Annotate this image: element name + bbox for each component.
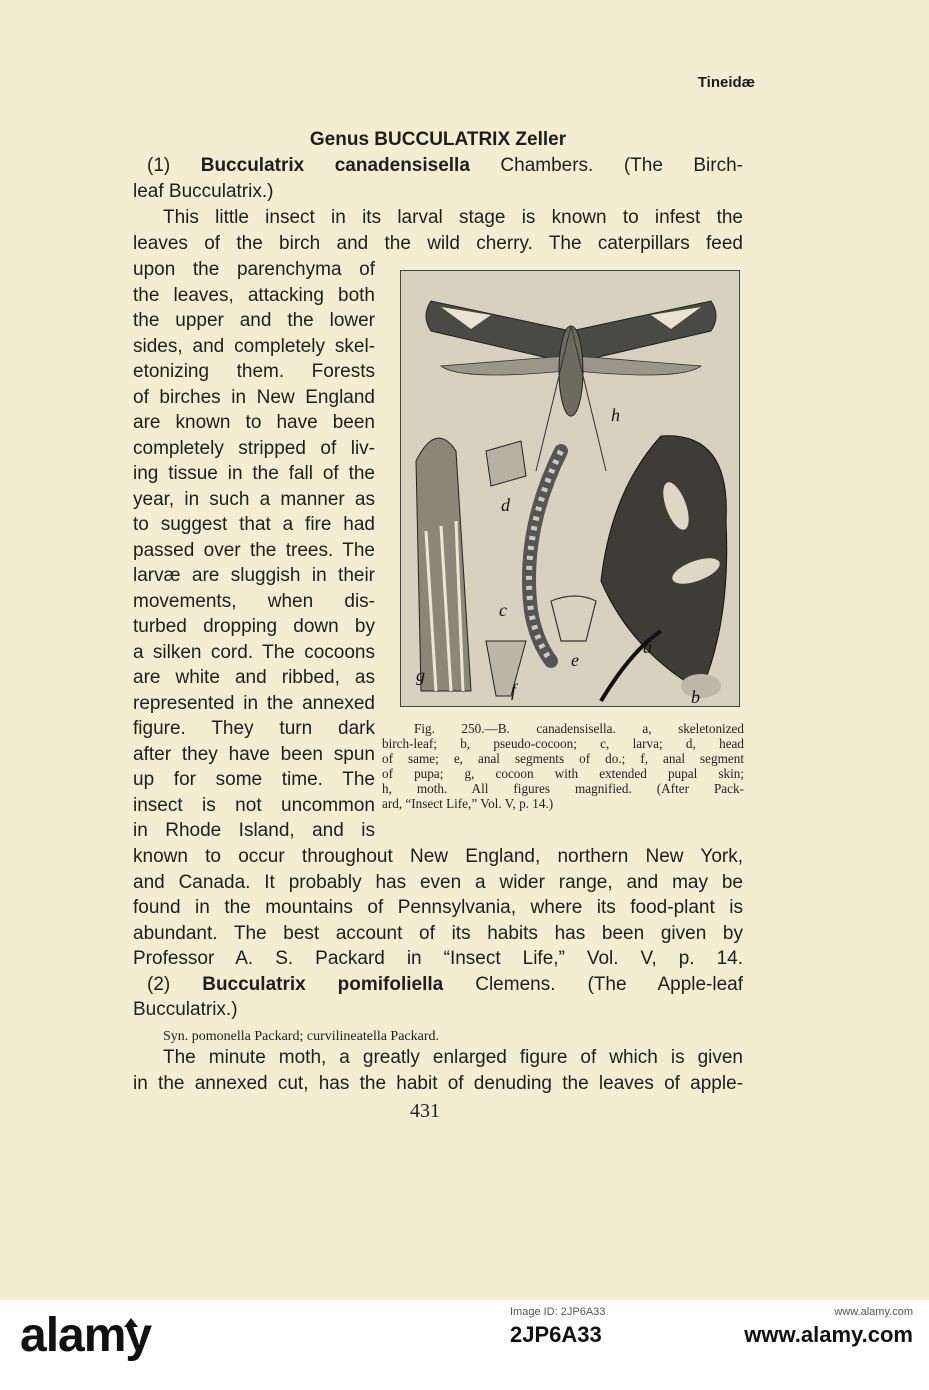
body-line: Professor A. S. Packard in “Insect Life,” Vol. V, p. 14. bbox=[133, 948, 743, 969]
body-line: the leaves, attacking both bbox=[133, 285, 375, 306]
species1-common-open: (The Birch- bbox=[623, 155, 744, 176]
page-number: 431 bbox=[410, 1100, 440, 1122]
image-id-label: Image ID: 2JP6A33 bbox=[510, 1306, 606, 1318]
body-line: figure. They turn dark bbox=[133, 718, 375, 739]
body-line: abundant. The best account of its habits has been given by bbox=[133, 923, 743, 944]
figure-label: c bbox=[499, 600, 507, 620]
body-line: to suggest that a fire had bbox=[133, 514, 375, 535]
body-line: ing tissue in the fall of the bbox=[133, 463, 375, 484]
body-line: passed over the trees. The bbox=[133, 540, 375, 561]
body-line: a silken cord. The cocoons bbox=[133, 642, 375, 663]
species1-number: (1) bbox=[147, 155, 171, 176]
site-url: www.alamy.com bbox=[744, 1322, 913, 1347]
moth-illustration-icon bbox=[401, 271, 741, 708]
body-line: The minute moth, a greatly enlarged figure of which is given bbox=[163, 1047, 743, 1068]
body-line: are known to have been bbox=[133, 412, 375, 433]
body-line: in Rhode Island, and is bbox=[133, 820, 375, 841]
synonym-line: Syn. pomonella Packard; curvilineatella Packard. bbox=[163, 1029, 440, 1044]
figure-label: d bbox=[501, 495, 510, 515]
species2-name: Bucculatrix pomifoliella bbox=[202, 974, 444, 995]
caption-line: Fig. 250.—B. canadensisella. a, skeletonized bbox=[414, 721, 744, 736]
body-line: and Canada. It probably has even a wider range, and may be bbox=[133, 872, 743, 893]
species2-heading bbox=[133, 972, 743, 997]
body-line: turbed dropping down by bbox=[133, 616, 375, 637]
body-line: leaves of the birch and the wild cherry. The caterpillars feed bbox=[133, 233, 743, 254]
body-line: known to occur throughout New England, northern New York, bbox=[133, 846, 743, 867]
species2-number: (2) bbox=[147, 974, 171, 995]
running-head: Tineidæ bbox=[697, 74, 755, 91]
caption-line: ard, “Insect Life,” Vol. V, p. 14.) bbox=[382, 796, 554, 811]
figure-label: f bbox=[511, 680, 517, 700]
image-id: 2JP6A33 bbox=[510, 1322, 602, 1347]
body-line: represented in the annexed bbox=[133, 693, 375, 714]
body-line: up for some time. The bbox=[133, 769, 375, 790]
caret-icon bbox=[124, 1318, 138, 1327]
species1-name: Bucculatrix canadensisella bbox=[200, 155, 470, 176]
species2-common-open: (The Apple-leaf bbox=[587, 974, 744, 995]
body-line: movements, when dis- bbox=[133, 591, 375, 612]
species1-author: Chambers. bbox=[500, 155, 594, 176]
body-line: year, in such a manner as bbox=[133, 489, 375, 510]
body-line: after they have been spun bbox=[133, 744, 375, 765]
figure-label: g bbox=[416, 665, 425, 685]
figure-label: h bbox=[611, 405, 620, 425]
figure-label: a bbox=[643, 637, 652, 657]
brand-logo: alamy bbox=[20, 1309, 152, 1362]
body-line: This little insect in its larval stage is known to infest the bbox=[163, 207, 743, 228]
body-line: found in the mountains of Pennsylvania, where its food-plant is bbox=[133, 897, 743, 918]
body-line: insect is not uncommon bbox=[133, 795, 375, 816]
body-line: etonizing them. Forests bbox=[133, 361, 375, 382]
figure-label: b bbox=[691, 687, 700, 707]
species2-common-close: Bucculatrix.) bbox=[133, 999, 238, 1020]
figure-label: e bbox=[571, 650, 579, 670]
caption-line: birch-leaf; b, pseudo-cocoon; c, larva; d, head bbox=[382, 736, 744, 751]
figure-illustration bbox=[400, 270, 740, 707]
caption-line: h, moth. All figures magnified. (After Pack- bbox=[382, 781, 744, 796]
species1-common-close: leaf Bucculatrix.) bbox=[133, 181, 274, 202]
species1-heading bbox=[133, 153, 743, 178]
site-label: www.alamy.com bbox=[834, 1306, 913, 1318]
caption-line: of pupa; g, cocoon with extended pupal skin; bbox=[382, 766, 744, 781]
body-line: sides, and completely skel- bbox=[133, 336, 375, 357]
body-line: upon the parenchyma of bbox=[133, 259, 375, 280]
body-line: are white and ribbed, as bbox=[133, 667, 375, 688]
body-line: in the annexed cut, has the habit of denuding the leaves of apple- bbox=[133, 1073, 743, 1094]
body-line: of birches in New England bbox=[133, 387, 375, 408]
genus-heading: Genus BUCCULATRIX Zeller bbox=[309, 129, 567, 150]
caption-line: of same; e, anal segments of do.; f, anal segment bbox=[382, 751, 744, 766]
body-line: completely stripped of liv- bbox=[133, 438, 375, 459]
species2-author: Clemens. bbox=[475, 974, 556, 995]
body-line: the upper and the lower bbox=[133, 310, 375, 331]
body-line: larvæ are sluggish in their bbox=[133, 565, 375, 586]
